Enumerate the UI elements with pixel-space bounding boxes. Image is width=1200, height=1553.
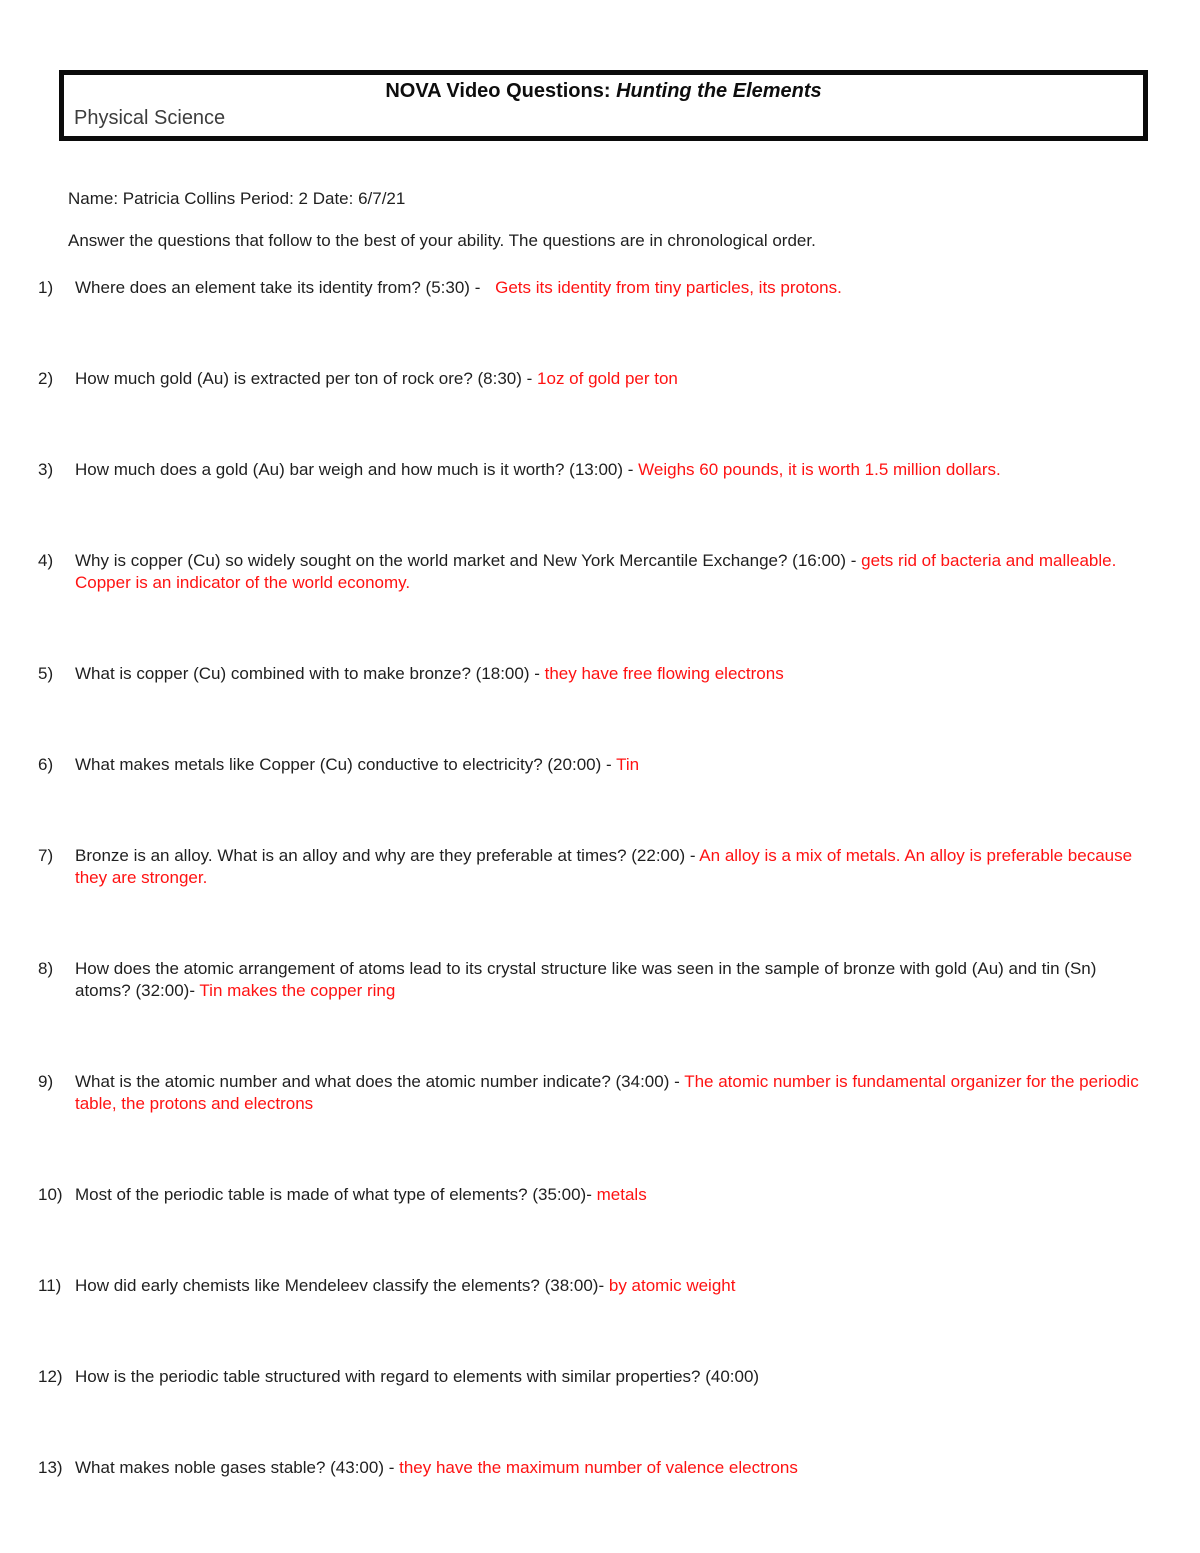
question-number: 3): [38, 460, 54, 479]
question-item-5: [38, 663, 1140, 685]
question-text: Bronze is an alloy. What is an alloy and why are they preferable at times? (22:00) -: [75, 846, 696, 865]
answer-text: Gets its identity from tiny particles, its protons.: [495, 278, 842, 297]
question-number: 2): [38, 369, 54, 388]
answer-text: Tin makes the copper ring: [199, 981, 396, 1000]
answer-text: they have the maximum number of valence electrons: [399, 1458, 798, 1477]
question-number: 6): [38, 755, 54, 774]
question-item-10: [38, 1184, 1140, 1206]
answer-text: The atomic number is fundamental organizer for the periodic table, the protons and electrons: [75, 1072, 1139, 1113]
answer-text: Weighs 60 pounds, it is worth 1.5 million dollars.: [638, 460, 1001, 479]
question-number: 10): [38, 1185, 63, 1204]
question-number: 5): [38, 664, 54, 683]
question-text: How much gold (Au) is extracted per ton of rock ore? (8:30) -: [75, 369, 533, 388]
questions-list: [38, 277, 1140, 1548]
question-item-7: [38, 845, 1140, 889]
question-item-11: [38, 1275, 1140, 1297]
question-item-13: [38, 1457, 1140, 1479]
question-item-1: [38, 277, 1140, 299]
name-period-date-line: Name: Patricia Collins Period: 2 Date: 6/7/21: [68, 189, 406, 208]
question-item-2: [38, 368, 1140, 390]
question-text: Most of the periodic table is made of what type of elements? (35:00)-: [75, 1185, 592, 1204]
page-title: [74, 78, 1133, 105]
question-item-6: [38, 754, 1140, 776]
question-text: What makes noble gases stable? (43:00) -: [75, 1458, 395, 1477]
answer-text: they have free flowing electrons: [544, 664, 784, 683]
question-text: How is the periodic table structured with regard to elements with similar properties? (40:00): [75, 1367, 760, 1386]
question-number: 9): [38, 1072, 54, 1091]
question-number: 1): [38, 278, 54, 297]
question-text: How does the atomic arrangement of atoms lead to its crystal structure like was seen in the sample of bronze with gold (Au) and tin (Sn) atoms? (32:00)-: [75, 959, 1097, 1000]
question-text: What makes metals like Copper (Cu) conductive to electricity? (20:00) -: [75, 755, 612, 774]
answer-text: 1oz of gold per ton: [537, 369, 678, 388]
question-text: What is the atomic number and what does the atomic number indicate? (34:00) -: [75, 1072, 680, 1091]
question-text: Where does an element take its identity from? (5:30) -: [75, 278, 481, 297]
question-text: How did early chemists like Mendeleev classify the elements? (38:00)-: [75, 1276, 605, 1295]
answer-text: An alloy is a mix of metals. An alloy is preferable because they are stronger.: [75, 846, 1133, 887]
question-number: 7): [38, 846, 54, 865]
answer-text: gets rid of bacteria and malleable. Copper is an indicator of the world economy.: [75, 551, 1117, 592]
question-number: 11): [38, 1276, 62, 1295]
question-item-3: [38, 459, 1140, 481]
question-item-4: [38, 550, 1140, 594]
question-number: 12): [38, 1367, 63, 1386]
title-video-name: Hunting the Elements: [616, 80, 822, 102]
header-box: [59, 70, 1148, 141]
answer-text: by atomic weight: [608, 1276, 736, 1295]
question-text: Why is copper (Cu) so widely sought on the world market and New York Mercantile Exchange? (16:00) -: [75, 551, 857, 570]
instructions-line: Answer the questions that follow to the best of your ability. The questions are in chronological order.: [68, 231, 816, 250]
question-number: 13): [38, 1458, 63, 1477]
question-number: 4): [38, 551, 54, 570]
question-item-9: [38, 1071, 1140, 1115]
question-text: How much does a gold (Au) bar weigh and how much is it worth? (13:00) -: [75, 460, 634, 479]
question-number: 8): [38, 959, 54, 978]
answer-text: metals: [596, 1185, 647, 1204]
answer-text: Tin: [616, 755, 640, 774]
question-item-12: [38, 1366, 1140, 1388]
title-prefix: NOVA Video Questions:: [385, 80, 617, 102]
subject-subtitle: Physical Science: [74, 107, 226, 129]
question-text: What is copper (Cu) combined with to make bronze? (18:00) -: [75, 664, 540, 683]
question-item-8: [38, 958, 1140, 1002]
